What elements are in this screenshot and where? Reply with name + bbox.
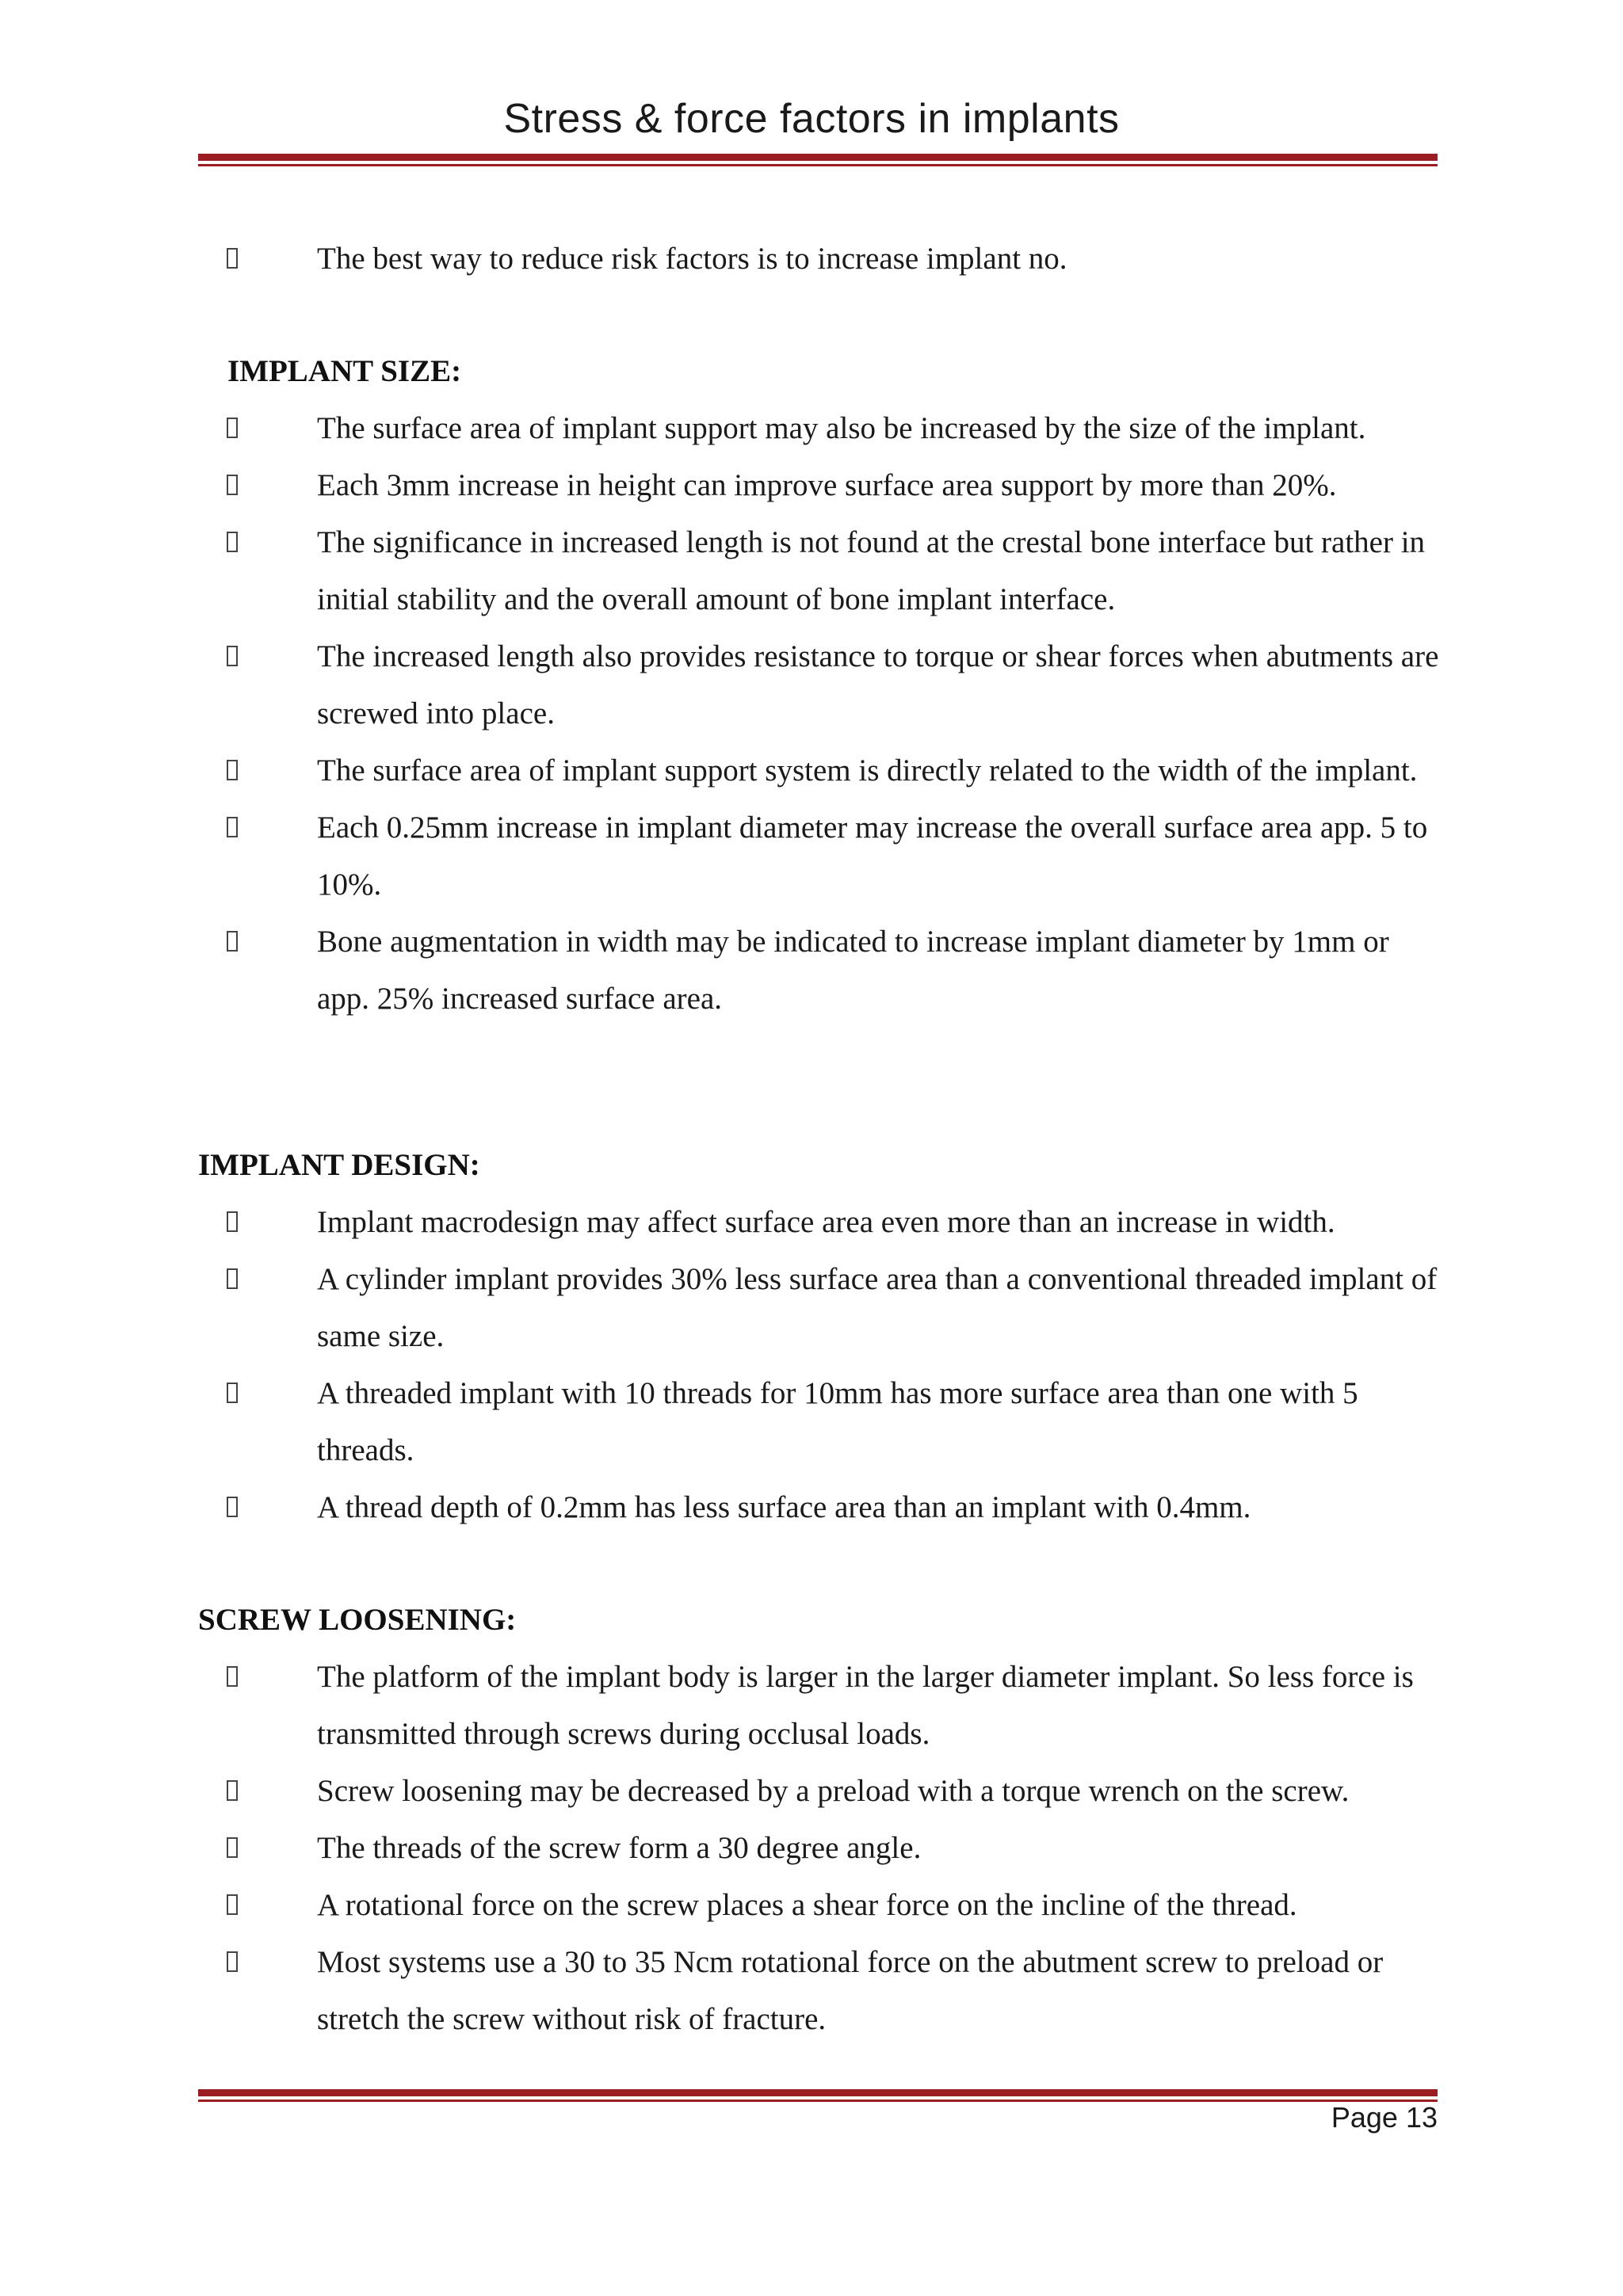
list-item: [0, 1365, 1442, 1479]
bullet-icon: [227, 1383, 238, 1403]
list-item: [0, 400, 1442, 457]
list-item-text: The platform of the implant body is larger in the larger diameter implant. So less force is transmitted through screws during occlusal loads.: [317, 1660, 1414, 1751]
list-item: [0, 913, 1442, 1028]
list-item: [0, 1194, 1442, 1251]
bullet-icon: [227, 1268, 238, 1289]
bullet-icon: [227, 1894, 238, 1915]
list-item: [0, 1934, 1442, 2048]
list-item: [0, 1877, 1442, 1934]
bullet-icon: [227, 532, 238, 552]
list-item-text: A thread depth of 0.2mm has less surface area than an implant with 0.4mm.: [317, 1490, 1251, 1524]
bullet-icon: [227, 1780, 238, 1801]
intro-list: [0, 231, 1623, 288]
bullet-icon: [227, 1837, 238, 1858]
list-item-text: Most systems use a 30 to 35 Ncm rotational force on the abutment screw to preload or stretch the screw without risk of fracture.: [317, 1945, 1384, 2036]
implant-size-list: [0, 400, 1623, 1028]
bullet-icon: [227, 760, 238, 780]
list-item: [0, 799, 1442, 913]
list-item: [0, 1763, 1442, 1820]
list-item-text: A threaded implant with 10 threads for 10mm has more surface area than one with 5 threads.: [317, 1376, 1358, 1467]
list-item: [0, 1649, 1442, 1763]
list-item-text: The best way to reduce risk factors is to increase implant no.: [317, 242, 1067, 276]
page-header-title: Stress & force factors in implants: [503, 96, 1120, 142]
bullet-icon: [227, 1497, 238, 1517]
bullet-icon: [227, 475, 238, 495]
list-item: [0, 514, 1442, 628]
bullet-icon: [227, 931, 238, 952]
screw-loosening-list: [0, 1649, 1623, 2048]
bullet-icon: [227, 248, 238, 269]
header-rule: [198, 154, 1438, 166]
page-number: Page 13: [1331, 2101, 1438, 2134]
bullet-icon: [227, 1666, 238, 1687]
list-item: [0, 1251, 1442, 1365]
list-item-text: A cylinder implant provides 30% less surface area than a conventional threaded implant of same size.: [317, 1262, 1438, 1353]
list-item-text: The surface area of implant support may also be increased by the size of the implant.: [317, 411, 1366, 445]
list-item: [0, 742, 1442, 799]
list-item-text: Bone augmentation in width may be indicated to increase implant diameter by 1mm or app. 25% increased surface area.: [317, 925, 1389, 1016]
list-item-text: The increased length also provides resistance to torque or shear forces when abutments are screwed into place.: [317, 639, 1439, 730]
bullet-icon: [227, 418, 238, 438]
list-item: [0, 1820, 1442, 1877]
section-heading-implant-design: IMPLANT DESIGN:: [198, 1148, 480, 1182]
list-item-text: Each 0.25mm increase in implant diameter may increase the overall surface area app. 5 to 10%.: [317, 810, 1428, 902]
list-item: [0, 1479, 1442, 1536]
bullet-icon: [227, 646, 238, 666]
list-item: [0, 457, 1442, 514]
list-item-text: The surface area of implant support system is directly related to the width of the implant.: [317, 753, 1418, 788]
list-item-text: Implant macrodesign may affect surface area even more than an increase in width.: [317, 1205, 1335, 1239]
implant-design-list: [0, 1194, 1623, 1536]
list-item-text: Screw loosening may be decreased by a preload with a torque wrench on the screw.: [317, 1774, 1350, 1808]
list-item: [0, 231, 1442, 288]
footer-rule: [198, 2089, 1438, 2102]
list-item-text: A rotational force on the screw places a shear force on the incline of the thread.: [317, 1888, 1297, 1922]
section-heading-screw-loosening: SCREW LOOSENING:: [198, 1603, 517, 1637]
list-item-text: The significance in increased length is not found at the crestal bone interface but rather in initial stability and the overall amount of bone implant interface.: [317, 525, 1426, 616]
bullet-icon: [227, 1211, 238, 1232]
bullet-icon: [227, 1951, 238, 1972]
list-item: [0, 628, 1442, 742]
bullet-icon: [227, 817, 238, 837]
list-item-text: Each 3mm increase in height can improve surface area support by more than 20%.: [317, 468, 1337, 502]
section-heading-implant-size: IMPLANT SIZE:: [227, 354, 462, 388]
list-item-text: The threads of the screw form a 30 degree angle.: [317, 1831, 922, 1865]
